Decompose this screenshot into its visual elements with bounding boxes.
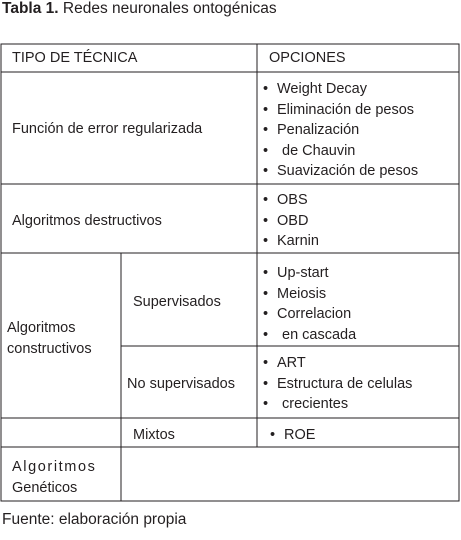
technique-destructive: Algoritmos destructivos — [12, 213, 162, 229]
list-item: • Eliminación de pesos — [261, 100, 418, 121]
list-item-continuation — [261, 325, 356, 346]
list-item-continuation — [261, 141, 418, 162]
list-item: • Weight Decay — [261, 79, 418, 100]
options-regularized — [261, 79, 418, 182]
list-item: • Up-start — [261, 263, 356, 284]
table-caption-text: Redes neuronales ontogénicas — [62, 0, 277, 17]
list-item: • Suavización de pesos — [261, 161, 418, 182]
technique-constructive-line2: constructivos — [7, 340, 92, 357]
list-item: • Penalización — [261, 120, 418, 141]
list-item: • Meiosis — [261, 284, 356, 305]
technique-regularized: Función de error regularizada — [12, 121, 203, 137]
technique-genetic-line2: Genéticos — [12, 479, 78, 496]
header-options: OPCIONES — [269, 50, 346, 66]
options-destructive — [261, 190, 319, 252]
subtype-mixed: Mixtos — [133, 427, 175, 443]
technique-constructive-line1: Algoritmos — [7, 320, 76, 336]
table-caption-label: Tabla 1. — [2, 0, 59, 17]
list-item: • Estructura de celulas — [261, 374, 412, 395]
list-item-continuation-text: en cascada — [282, 326, 357, 343]
list-item: • OBD — [261, 211, 319, 232]
header-technique: TIPO DE TÉCNICA — [12, 50, 138, 66]
list-item-continuation-text: crecientes — [282, 396, 349, 412]
list-item-continuation-text: de Chauvin — [282, 142, 356, 159]
list-item: • Correlacion — [261, 304, 356, 325]
options-unsupervised — [261, 353, 412, 415]
list-item: • ROE — [268, 425, 315, 446]
list-item: • OBS — [261, 190, 319, 211]
options-mixed — [268, 425, 315, 446]
technique-genetic — [12, 457, 97, 498]
options-supervised — [261, 263, 356, 345]
subtype-supervised: Supervisados — [133, 294, 221, 310]
list-item: • Karnin — [261, 231, 319, 252]
technique-genetic-line1: Algoritmos — [12, 459, 97, 475]
list-item: • ART — [261, 353, 412, 374]
table-source-note: Fuente: elaboración propia — [2, 511, 187, 528]
list-item-continuation — [261, 394, 412, 415]
technique-constructive — [7, 318, 92, 359]
subtype-unsupervised: No supervisados — [127, 376, 235, 392]
